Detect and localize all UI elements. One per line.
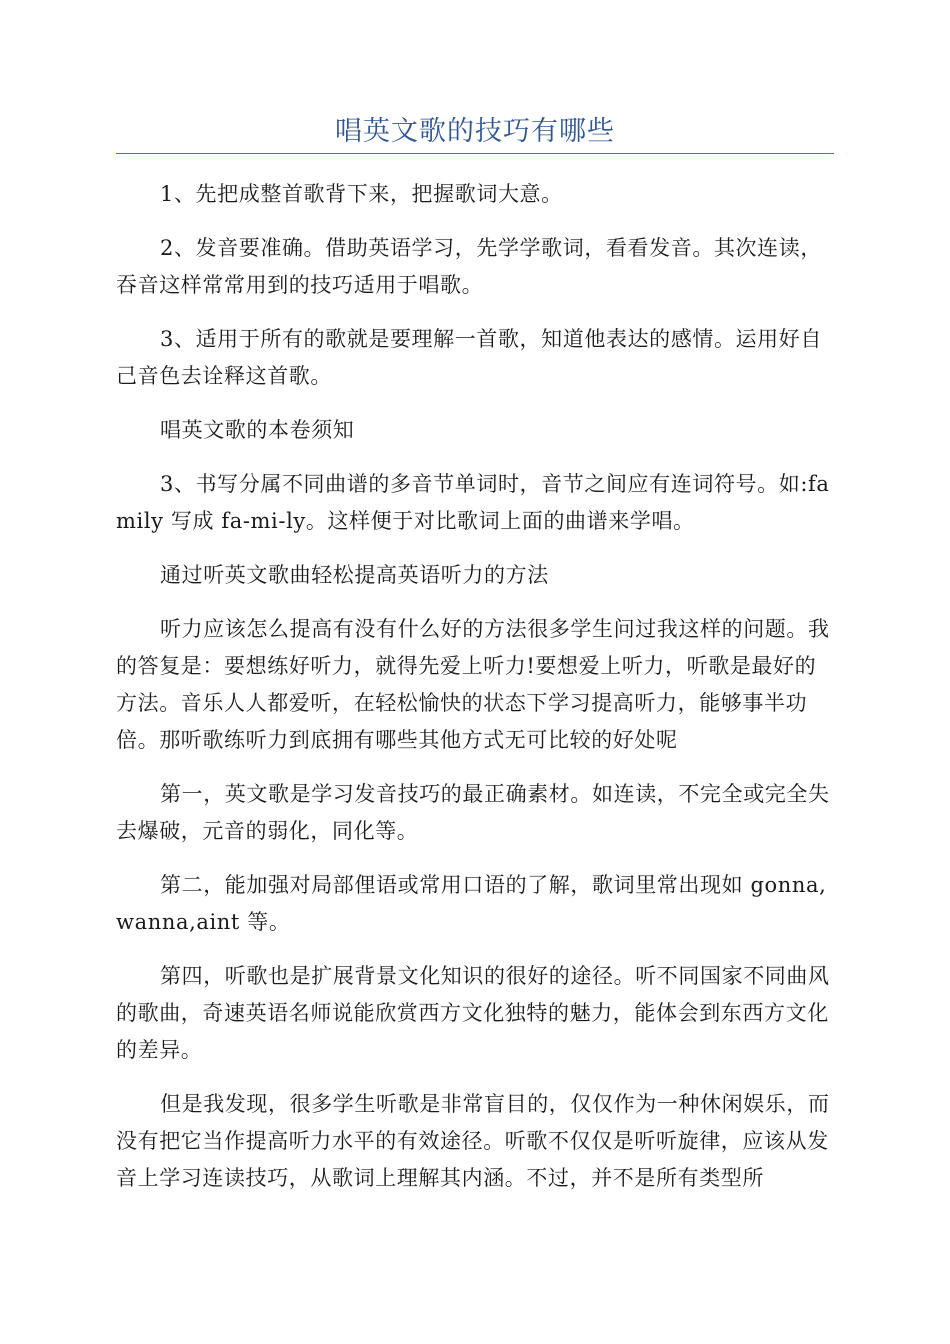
section-heading-listening: 通过听英文歌曲轻松提高英语听力的方法 — [160, 563, 549, 587]
paragraph-11: 但是我发现，很多学生听歌是非常盲目的，仅仅作为一种休闲娱乐，而没有把它当作提高听力水平的有效途径。听歌不仅仅是听听旋律，应该从发音上学习连读技巧，从歌词上理解其内涵。不过，并不是所有类型所 — [116, 1092, 830, 1190]
paragraph-8: 第一，英文歌是学习发音技巧的最正确素材。如连读，不完全或完全失去爆破，元音的弱化，同化等。 — [116, 782, 830, 843]
paragraph-9: 第二，能加强对局部俚语或常用口语的了解，歌词里常出现如 gonna,wanna,aint 等。 — [116, 873, 827, 934]
section-heading-notes: 唱英文歌的本卷须知 — [160, 418, 355, 442]
paragraph-10: 第四，听歌也是扩展背景文化知识的很好的途径。听不同国家不同曲风的歌曲，奇速英语名师说能欣赏西方文化独特的魅力，能体会到东西方文化的差异。 — [116, 964, 830, 1062]
document-body — [116, 176, 834, 1214]
paragraph-7: 听力应该怎么提高有没有什么好的方法很多学生问过我这样的问题。我的答复是：要想练好听力，就得先爱上听力!要想爱上听力，听歌是最好的方法。音乐人人都爱听，在轻松愉快的状态下学习提高听力，能够事半功倍。那听歌练听力到底拥有哪些其他方式无可比较的好处呢 — [116, 617, 830, 752]
paragraph-2: 2、发音要准确。借助英语学习，先学学歌词，看看发音。其次连读，吞音这样常常用到的技巧适用于唱歌。 — [116, 236, 822, 297]
title-underline — [116, 153, 834, 154]
paragraph-3: 3、适用于所有的歌就是要理解一首歌，知道他表达的感情。运用好自己音色去诠释这首歌。 — [116, 327, 822, 388]
paragraph-5: 3、书写分属不同曲谱的多音节单词时，音节之间应有连词符号。如:family 写成 fa-mi-ly。这样便于对比歌词上面的曲谱来学唱。 — [116, 472, 830, 533]
paragraph-1: 1、先把成整首歌背下来，把握歌词大意。 — [160, 182, 563, 206]
document-title: 唱英文歌的技巧有哪些 — [335, 116, 615, 147]
